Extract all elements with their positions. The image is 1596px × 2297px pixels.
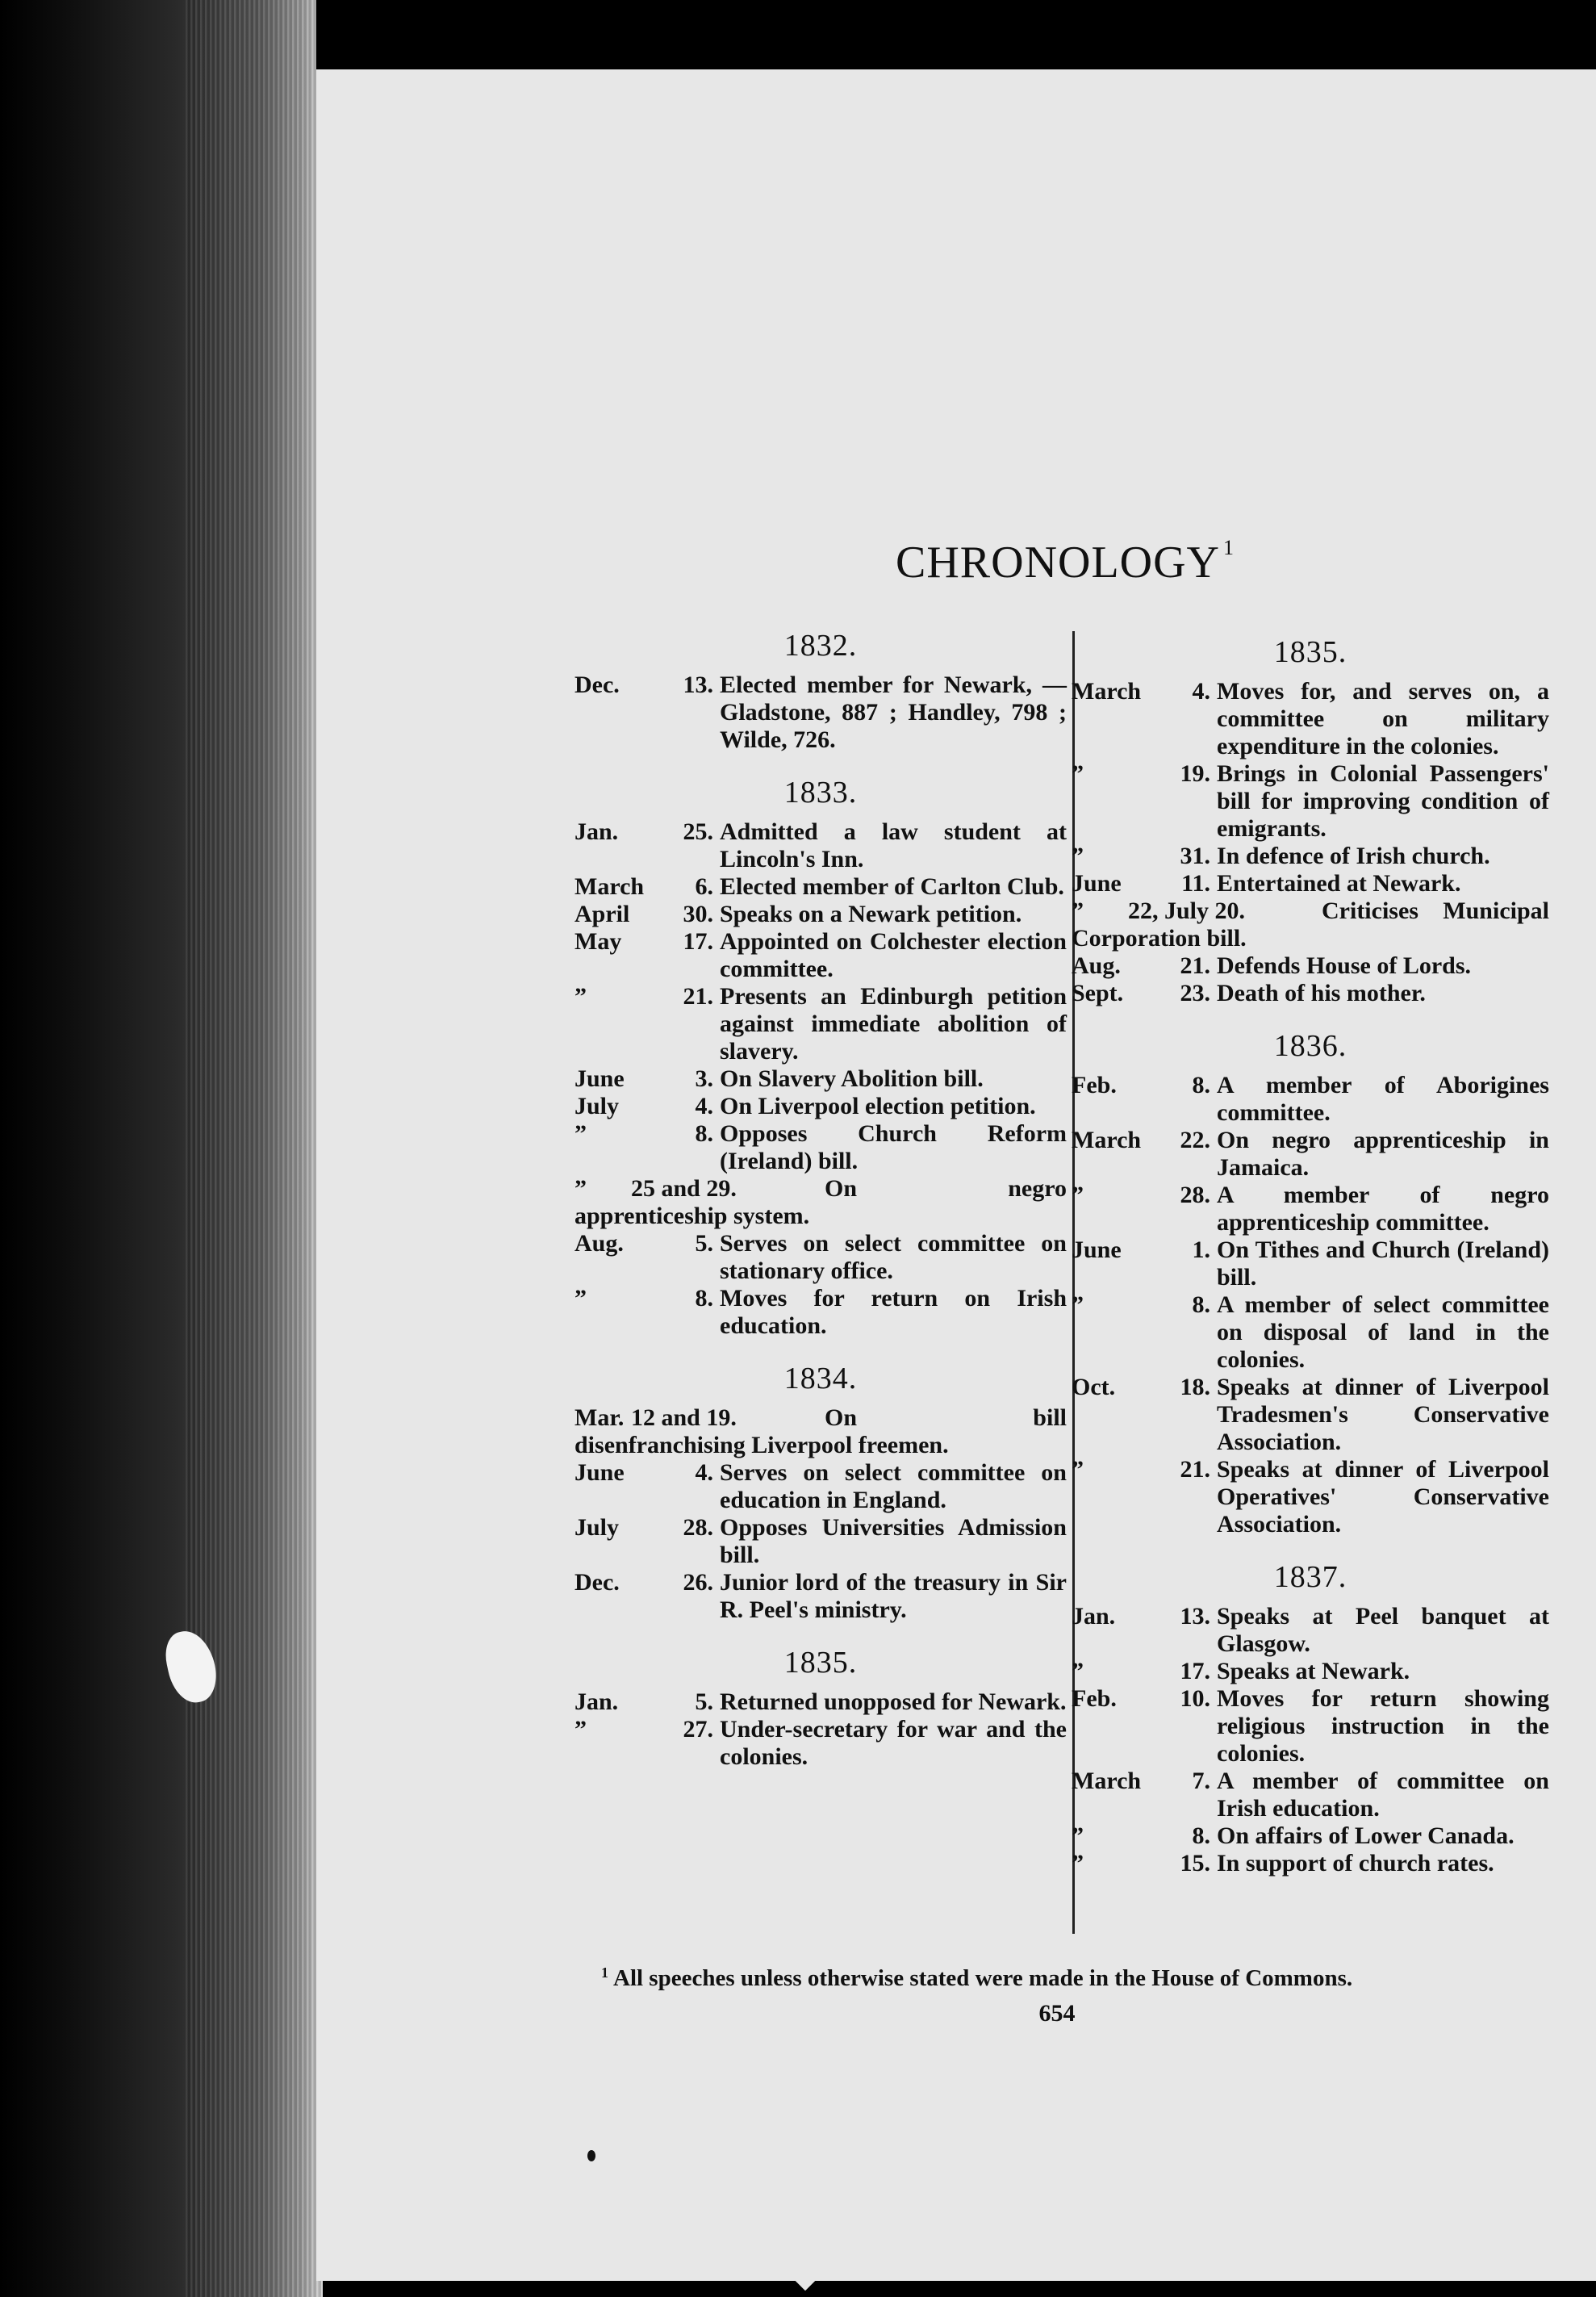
- entry-month: Feb.: [1072, 1072, 1117, 1098]
- entry-day: 10.: [1180, 1685, 1210, 1712]
- year-spacer: [574, 754, 1067, 768]
- entry-month: March: [1072, 1127, 1142, 1153]
- entry-text: Speaks at dinner of Liverpool Tradesmen's Conservative Association.: [1217, 1374, 1549, 1455]
- entry-month: April: [574, 901, 630, 927]
- entry-day: 8.: [695, 1285, 713, 1312]
- page-number: 654: [1038, 2000, 1076, 2027]
- chronology-entry: [1072, 1456, 1549, 1538]
- entry-text: Speaks on a Newark petition.: [720, 901, 1022, 927]
- entry-text: Returned unopposed for Newark.: [720, 1688, 1067, 1715]
- entry-text: Moves for return showing religious instruction in the colonies.: [1217, 1685, 1549, 1767]
- entry-text: Under-secretary for war and the colonies.: [720, 1716, 1067, 1770]
- chronology-entry: [574, 1688, 1067, 1716]
- entry-text: Brings in Colonial Passengers' bill for improving condition of emigrants.: [1217, 760, 1549, 842]
- entry-month: Jan.: [574, 818, 619, 845]
- entry-text: A member of Aborigines committee.: [1217, 1072, 1549, 1126]
- entry-day: 30.: [683, 901, 713, 927]
- entry-text: A member of select committee on disposal of land in the colonies.: [1217, 1291, 1549, 1373]
- entry-text: Speaks at Newark.: [1217, 1658, 1410, 1684]
- chronology-entry: [1072, 870, 1549, 897]
- entry-day: 1.: [1192, 1236, 1210, 1263]
- entry-month: Aug.: [574, 1230, 624, 1257]
- right-column: [1072, 628, 1549, 1892]
- chronology-entry: [1072, 897, 1549, 952]
- entry-day: 8.: [1192, 1822, 1210, 1849]
- chronology-entry: [1072, 843, 1549, 870]
- entry-month: May: [574, 928, 622, 955]
- chronology-entry: [574, 1514, 1067, 1569]
- left-column: [574, 621, 1067, 1785]
- entry-day: 13.: [1180, 1603, 1210, 1630]
- footnote-text: All speeches unless otherwise stated were made in the House of Commons.: [613, 1965, 1353, 1991]
- chronology-entry: [1072, 1850, 1549, 1877]
- entry-month: July: [574, 1514, 620, 1541]
- entry-month: Jan.: [1072, 1603, 1116, 1630]
- chronology-entry: [1072, 1127, 1549, 1182]
- entry-text: Speaks at dinner of Liverpool Operatives' Conservative Association.: [1217, 1456, 1549, 1538]
- entry-text: Serves on select committee on education in England.: [720, 1459, 1067, 1513]
- entry-month: ”: [1072, 1658, 1084, 1684]
- chronology-entry: [574, 1175, 1067, 1230]
- entry-text: On Slavery Abolition bill.: [720, 1065, 984, 1092]
- year-heading: 1836.: [1273, 1029, 1347, 1063]
- year-heading: 1832.: [783, 629, 858, 663]
- chronology-entry: [1072, 1374, 1549, 1456]
- chronology-entry: [574, 1459, 1067, 1514]
- year-spacer: [574, 1771, 1067, 1785]
- page-title: [807, 536, 1323, 588]
- entry-month: Feb.: [1072, 1685, 1117, 1712]
- entry-month: ”: [1072, 1291, 1084, 1318]
- entry-day: 4.: [695, 1093, 713, 1119]
- chronology-entry: [574, 672, 1067, 754]
- entry-day: 28.: [1180, 1182, 1210, 1208]
- entry-month: March: [1072, 1768, 1142, 1794]
- entry-text: Speaks at Peel banquet at Glasgow.: [1217, 1603, 1549, 1657]
- chronology-entry: [574, 901, 1067, 928]
- entry-day: 3.: [695, 1065, 713, 1092]
- entry-text: Admitted a law student at Lincoln's Inn.: [720, 818, 1067, 872]
- entry-month: June: [1072, 1236, 1122, 1263]
- entry-day: 7.: [1192, 1768, 1210, 1794]
- entry-day: 25 and 29.: [631, 1175, 737, 1202]
- entry-day: 8.: [1192, 1072, 1210, 1098]
- entry-month: Dec.: [574, 1569, 620, 1596]
- chronology-entry: [574, 1230, 1067, 1285]
- entry-day: 28.: [683, 1514, 713, 1541]
- entry-day: 22, July 20.: [1128, 897, 1246, 924]
- chronology-entry: [574, 1120, 1067, 1175]
- chronology-entry: [1072, 1236, 1549, 1291]
- chronology-entry: [1072, 1685, 1549, 1768]
- entry-month: ”: [1072, 1456, 1084, 1483]
- chronology-entry: [574, 928, 1067, 983]
- entry-text: On affairs of Lower Canada.: [1217, 1822, 1515, 1849]
- entry-day: 27.: [683, 1716, 713, 1743]
- entry-text: On negro apprenticeship in Jamaica.: [1217, 1127, 1549, 1181]
- entry-month: June: [574, 1065, 625, 1092]
- footnote: [601, 1964, 1521, 1992]
- chronology-entry: [1072, 678, 1549, 760]
- chronology-entry: [574, 873, 1067, 901]
- chronology-entry: [1072, 1291, 1549, 1374]
- ink-speck: [587, 2150, 595, 2161]
- entry-text: Defends House of Lords.: [1217, 952, 1472, 979]
- year-spacer: [1072, 1538, 1549, 1553]
- year-heading: 1837.: [1273, 1560, 1347, 1594]
- entry-day: 8.: [695, 1120, 713, 1147]
- entry-month: July: [574, 1093, 620, 1119]
- entry-text: Entertained at Newark.: [1217, 870, 1461, 897]
- entry-text: Appointed on Colchester election committee.: [720, 928, 1067, 982]
- entry-day: 5.: [695, 1688, 713, 1715]
- chronology-entry: [1072, 952, 1549, 980]
- scan-top-edge: [316, 0, 1596, 69]
- entry-day: 4.: [695, 1459, 713, 1486]
- entry-day: 13.: [683, 672, 713, 698]
- chronology-entry: [1072, 1182, 1549, 1236]
- entry-text: In defence of Irish church.: [1217, 843, 1490, 869]
- entry-month: March: [1072, 678, 1142, 705]
- entry-text: Elected member for Newark, — Gladstone, 887 ; Handley, 798 ; Wilde, 726.: [720, 672, 1067, 753]
- entry-day: 31.: [1180, 843, 1210, 869]
- entry-month: Sept.: [1072, 980, 1124, 1006]
- entry-text: Criticises Municipal Corporation bill.: [1072, 897, 1549, 952]
- entry-text: Presents an Edinburgh petition against immediate abolition of slavery.: [720, 983, 1067, 1065]
- year-spacer: [1072, 1007, 1549, 1022]
- entry-day: 18.: [1180, 1374, 1210, 1400]
- chronology-entry: [1072, 1768, 1549, 1822]
- chronology-entry: [574, 1404, 1067, 1459]
- year-spacer: [574, 1340, 1067, 1354]
- entry-month: ”: [574, 983, 587, 1010]
- entry-day: 23.: [1180, 980, 1210, 1006]
- chronology-entry: [574, 983, 1067, 1065]
- year-heading: 1833.: [783, 776, 858, 810]
- entry-month: Aug.: [1072, 952, 1121, 979]
- entry-text: On bill disenfranchising Liverpool freemen.: [574, 1404, 1067, 1458]
- entry-month: Jan.: [574, 1688, 619, 1715]
- chronology-entry: [574, 1065, 1067, 1093]
- entry-text: On Tithes and Church (Ireland) bill.: [1217, 1236, 1549, 1291]
- entry-month: ”: [574, 1175, 587, 1202]
- chronology-entry: [574, 1716, 1067, 1771]
- entry-day: 21.: [683, 983, 713, 1010]
- year-heading: 1835.: [783, 1646, 858, 1680]
- footnote-marker: 1: [601, 1964, 608, 1981]
- year-heading: 1835.: [1273, 635, 1347, 669]
- chronology-entry: [1072, 1822, 1549, 1850]
- entry-month: March: [574, 873, 645, 900]
- entry-text: Death of his mother.: [1217, 980, 1426, 1006]
- entry-month: ”: [1072, 1822, 1084, 1849]
- entry-text: Moves for, and serves on, a committee on military expenditure in the colonies.: [1217, 678, 1549, 759]
- chronology-entry: [1072, 1603, 1549, 1658]
- entry-day: 11.: [1181, 870, 1210, 897]
- chronology-entry: [574, 1093, 1067, 1120]
- chronology-entry: [1072, 760, 1549, 843]
- entry-day: 4.: [1192, 678, 1210, 705]
- year-heading: 1834.: [783, 1362, 858, 1395]
- entry-month: Mar.: [574, 1404, 625, 1431]
- entry-month: ”: [1072, 760, 1084, 787]
- entry-day: 17.: [683, 928, 713, 955]
- entry-month: ”: [1072, 1182, 1084, 1208]
- entry-text: On negro apprenticeship system.: [574, 1175, 1067, 1229]
- chronology-entry: [574, 1285, 1067, 1340]
- entry-month: ”: [574, 1285, 587, 1312]
- entry-text: Elected member of Carlton Club.: [720, 873, 1064, 900]
- entry-day: 26.: [683, 1569, 713, 1596]
- entry-day: 15.: [1180, 1850, 1210, 1877]
- year-spacer: [1072, 1877, 1549, 1892]
- page-title-text: CHRONOLOGY: [896, 538, 1220, 588]
- title-footnote-marker: 1: [1223, 536, 1235, 559]
- entry-text: Opposes Universities Admission bill.: [720, 1514, 1067, 1568]
- chronology-entry: [1072, 980, 1549, 1007]
- chronology-entry: [574, 818, 1067, 873]
- entry-day: 5.: [695, 1230, 713, 1257]
- entry-month: Dec.: [574, 672, 620, 698]
- entry-month: ”: [574, 1120, 587, 1147]
- entry-day: 17.: [1180, 1658, 1210, 1684]
- entry-month: ”: [1072, 897, 1084, 924]
- entry-day: 6.: [695, 873, 713, 900]
- chronology-entry: [1072, 1658, 1549, 1685]
- chronology-entry: [1072, 1072, 1549, 1127]
- binding-streaks: [186, 0, 323, 2297]
- entry-month: ”: [1072, 1850, 1084, 1877]
- entry-day: 25.: [683, 818, 713, 845]
- entry-text: In support of church rates.: [1217, 1850, 1494, 1877]
- entry-text: Junior lord of the treasury in Sir R. Peel's ministry.: [720, 1569, 1067, 1623]
- entry-day: 22.: [1180, 1127, 1210, 1153]
- entry-text: A member of committee on Irish education.: [1217, 1768, 1549, 1822]
- entry-day: 19.: [1180, 760, 1210, 787]
- entry-day: 21.: [1180, 1456, 1210, 1483]
- entry-month: June: [574, 1459, 625, 1486]
- entry-text: On Liverpool election petition.: [720, 1093, 1036, 1119]
- entry-month: ”: [574, 1716, 587, 1743]
- chronology-entry: [574, 1569, 1067, 1624]
- year-spacer: [574, 1624, 1067, 1638]
- entry-day: 8.: [1192, 1291, 1210, 1318]
- entry-day: 21.: [1180, 952, 1210, 979]
- entry-text: Opposes Church Reform (Ireland) bill.: [720, 1120, 1067, 1174]
- entry-month: Oct.: [1072, 1374, 1116, 1400]
- entry-text: Moves for return on Irish education.: [720, 1285, 1067, 1339]
- entry-text: Serves on select committee on stationary office.: [720, 1230, 1067, 1284]
- entry-text: A member of negro apprenticeship committee.: [1217, 1182, 1549, 1236]
- entry-month: ”: [1072, 843, 1084, 869]
- entry-month: June: [1072, 870, 1122, 897]
- entry-day: 12 and 19.: [631, 1404, 737, 1431]
